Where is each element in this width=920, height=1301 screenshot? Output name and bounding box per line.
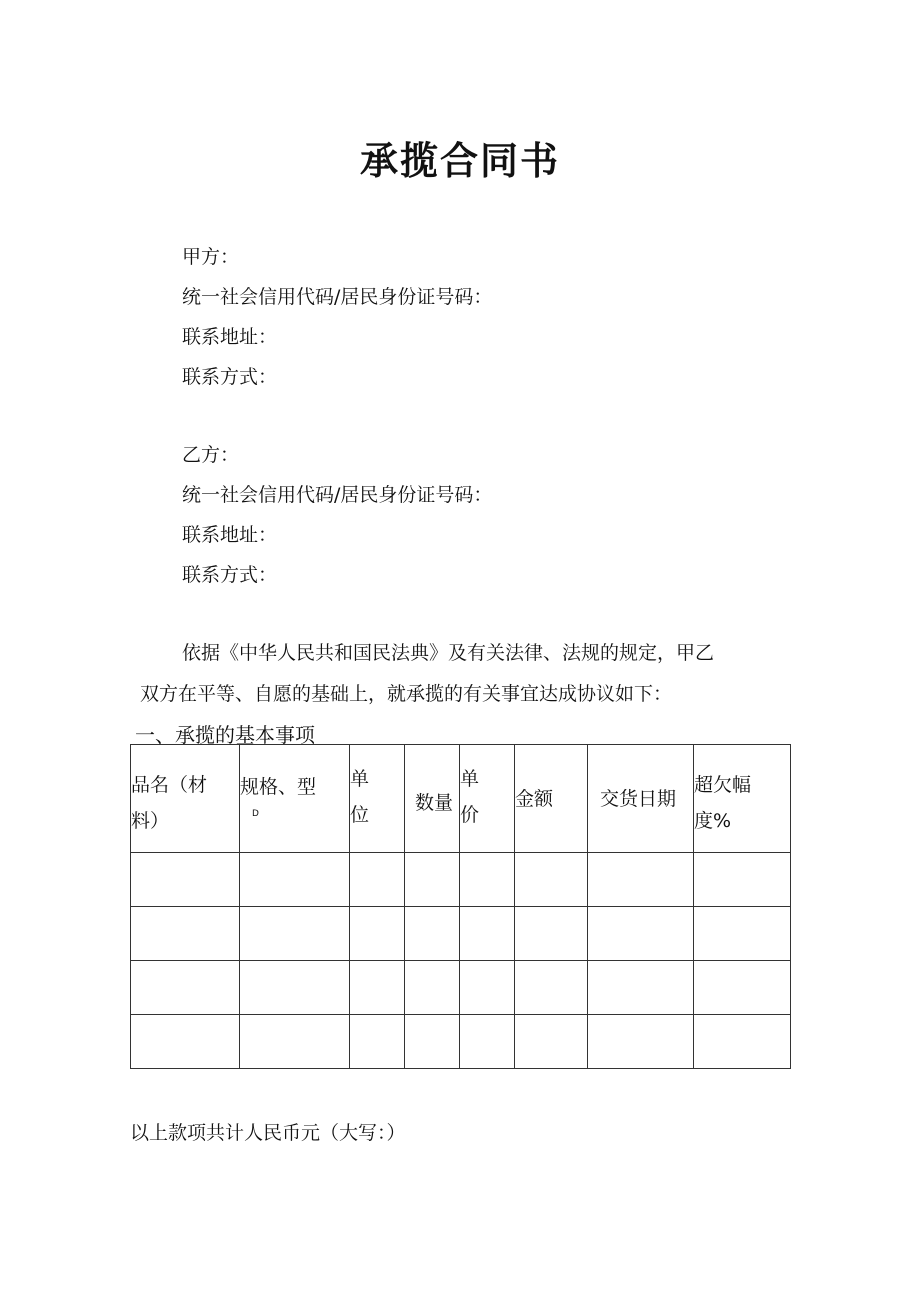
table-cell[interactable]	[131, 1015, 240, 1069]
table-cell[interactable]	[588, 907, 694, 961]
header-name: 品名（材 料）	[131, 745, 240, 853]
table-cell[interactable]	[694, 1015, 791, 1069]
intro-line-2: 双方在平等、自愿的基础上，就承揽的有关事宜达成协议如下：	[140, 683, 673, 705]
table-cell[interactable]	[515, 961, 588, 1015]
party-b-contact-label: 联系方式：	[182, 564, 278, 586]
table-row	[131, 907, 791, 961]
table-cell[interactable]	[405, 853, 460, 907]
table-cell[interactable]	[515, 907, 588, 961]
table-row	[131, 853, 791, 907]
table-cell[interactable]	[350, 961, 405, 1015]
table-cell[interactable]	[460, 853, 515, 907]
table-cell[interactable]	[350, 1015, 405, 1069]
table-cell[interactable]	[131, 961, 240, 1015]
table-row	[131, 1015, 791, 1069]
table-cell[interactable]	[131, 853, 240, 907]
header-tolerance: 超欠幅 度%	[694, 745, 791, 853]
party-a-address-label: 联系地址：	[182, 326, 278, 348]
party-b-address-label: 联系地址：	[182, 524, 278, 546]
table-cell[interactable]	[405, 961, 460, 1015]
items-table	[130, 744, 791, 1069]
table-cell[interactable]	[131, 907, 240, 961]
intro-line-1: 依据《中华人民共和国民法典》及有关法律、法规的规定，甲乙	[182, 642, 715, 664]
header-unit-price: 单 价	[460, 745, 515, 853]
section-1-heading: 一、承揽的基本事项	[135, 723, 315, 747]
header-delivery-date: 交货日期	[588, 745, 694, 853]
document-title: 承揽合同书	[359, 139, 560, 183]
party-a-id-label: 统一社会信用代码/居民身份证号码：	[182, 286, 493, 308]
table-cell[interactable]	[460, 961, 515, 1015]
table-cell[interactable]	[240, 853, 350, 907]
table-cell[interactable]	[460, 1015, 515, 1069]
table-cell[interactable]	[694, 907, 791, 961]
header-amount: 金额	[515, 745, 588, 853]
table-cell[interactable]	[515, 853, 588, 907]
table-cell[interactable]	[350, 907, 405, 961]
table-cell[interactable]	[694, 853, 791, 907]
party-b-id-label: 统一社会信用代码/居民身份证号码：	[182, 484, 493, 506]
table-cell[interactable]	[240, 907, 350, 961]
table-cell[interactable]	[588, 961, 694, 1015]
table-header-row	[131, 745, 791, 853]
header-unit: 单 位	[350, 745, 405, 853]
table-cell[interactable]	[588, 1015, 694, 1069]
table-row	[131, 961, 791, 1015]
header-quantity: 数量	[405, 745, 460, 853]
table-cell[interactable]	[405, 907, 460, 961]
table-cell[interactable]	[240, 961, 350, 1015]
table-cell[interactable]	[405, 1015, 460, 1069]
header-spec: 规格、型 D	[240, 745, 350, 853]
table-cell[interactable]	[694, 961, 791, 1015]
total-amount-line: 以上款项共计人民币元（大写：）	[130, 1122, 406, 1144]
table-cell[interactable]	[240, 1015, 350, 1069]
party-a-label: 甲方：	[182, 246, 240, 268]
table-cell[interactable]	[460, 907, 515, 961]
party-a-contact-label: 联系方式：	[182, 366, 278, 388]
table-cell[interactable]	[350, 853, 405, 907]
party-b-label: 乙方：	[182, 444, 240, 466]
table-cell[interactable]	[515, 1015, 588, 1069]
table-cell[interactable]	[588, 853, 694, 907]
